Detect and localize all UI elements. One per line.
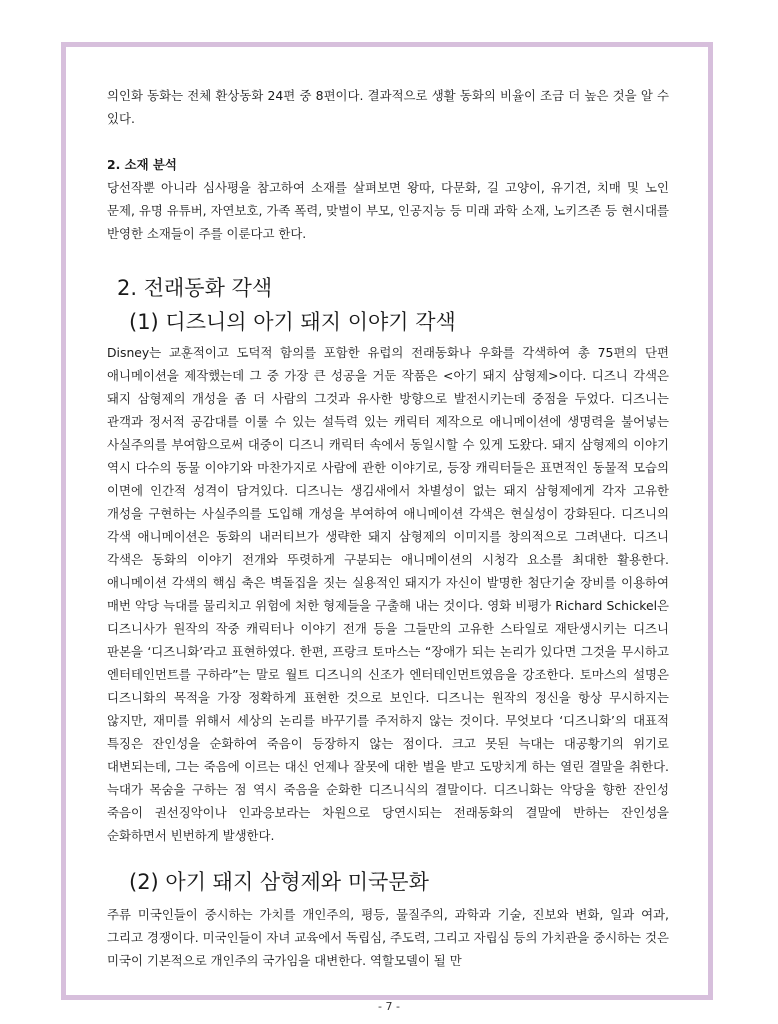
subsection-title: 2. 소재 분석 [107,157,177,172]
subsection-paragraph: 당선작뿐 아니라 심사평을 참고하여 소재를 살펴보면 왕따, 다문화, 길 고양이, 유기견, 치매 및 노인 문제, 유명 유튜버, 자연보호, 가족 폭력, 맞벌이 부모, 인공지능 등 미래 과학 소재, 노키즈존 등 현시대를 반영한 소재들이 주를 이룬다고 한다. [107,180,669,241]
heading-american-culture: (2) 아기 돼지 삼형제와 미국문화 [129,870,429,894]
paragraph-american-culture: 주류 미국인들이 중시하는 가치를 개인주의, 평등, 물질주의, 과학과 기술, 진보와 변화, 일과 여과, 그리고 경쟁이다. 미국인들이 자녀 교육에서 독립심, 주도력, 그리고 자립심 등의 가치관을 중시하는 것은 미국이 기본적으로 개인주의 국가임을 대변한다. 역할모델이 될 만 [107,907,669,968]
paragraph-disney-adaptation: Disney는 교훈적이고 도덕적 함의를 포함한 유럽의 전래동화나 우화를 각색하여 총 75편의 단편 애니메이션을 제작했는데 그 중 가장 큰 성공을 거둔 작품은 <아기 돼지 삼형제>이다. 디즈니 각색은 돼지 삼형제의 개성을 좀 더 사람의 그것과 유사한 방향으로 발전시키는데 중점을 두었다. 디즈니는 관객과 정서적 공감대를 이룰 수 있는 설득력 있는 캐릭터 제작으로 애니메이션에 생명력을 불어넣는 사실주의를 부여함으로써 대중이 디즈니 캐릭터 속에서 동일시할 수 있게 도왔다. 돼지 삼형제의 이야기 역시 다수의 동물 이야기와 마찬가지로 사람에 관한 이야기로, 등장 캐릭터들은 표면적인 동물적 모습의 이면에 인간적 성격이 담겨있다. 디즈니는 생김새에서 차별성이 없는 돼지 삼형제에게 각자 고유한 개성을 구현하는 사실주의를 도입해 개성을 부여하여 애니메이션 각색은 현실성이 강화된다. 디즈니의 각색 애니메이션은 동화의 내러티브가 생략한 돼지 삼형제의 이미지를 창의적으로 그려낸다. 디즈니 각색은 동화의 이야기 전개와 뚜렷하게 구분되는 애니메이션의 시청각 요소를 최대한 활용한다. 애니메이션 각색의 핵심 축은 벽돌집을 짓는 실용적인 돼지가 자신이 발명한 첨단기술 장비를 이용하여 매번 악당 늑대를 물리치고 위험에 처한 형제들을 구출해 내는 것이다. 영화 비평가 Richard Schickel은 디즈니사가 원작의 작중 캐릭터나 이야기 전개 등을 그들만의 고유한 스타일로 재탄생시키는 디즈니 판본을 ‘디즈니화’라고 표현하였다. 한편, 프랑크 토마스는 “장애가 되는 논리가 있다면 그것을 무시하고 엔터테인먼트를 구하라”는 말로 월트 디즈니의 신조가 엔터테인먼트였음을 강조한다. 토마스의 설명은 디즈니화의 목적을 가장 정확하게 표현한 것으로 보인다. 디즈니는 원작의 정신을 항상 무시하지는 않지만, 재미를 위해서 세상의 논리를 바꾸기를 주저하지 않는 것이다. 무엇보다 ‘디즈니화’의 대표적 특징은 잔인성을 순화하여 죽음이 등장하지 않는 점이다. 크고 못된 늑대는 대공황기의 위기로 대변되는데, 그는 죽음에 이르는 대신 언제나 잘못에 대한 벌을 받고 도망치게 하는 열린 결말을 취한다. 늑대가 목숨을 구하는 점 역시 죽음을 순화한 디즈니식의 결말이다. 디즈니화는 악당을 향한 잔인성 죽음이 권선징악이나 인과응보라는 차원으로 당연시되는 전래동화의 결말에 반하는 잔인성을 순화하면서 빈번하게 발생한다. [107,345,669,843]
intro-paragraph: 의인화 동화는 전체 환상동화 24편 중 8편이다. 결과적으로 생활 동화의 비율이 조금 더 높은 것을 알 수 있다. [107,88,669,126]
document-body [107,84,669,972]
heading-disney-adaptation: (1) 디즈니의 아기 돼지 이야기 각색 [129,310,456,334]
page-number: - 7 - [378,1000,400,1013]
section-heading: 2. 전래동화 각색 [117,276,273,300]
